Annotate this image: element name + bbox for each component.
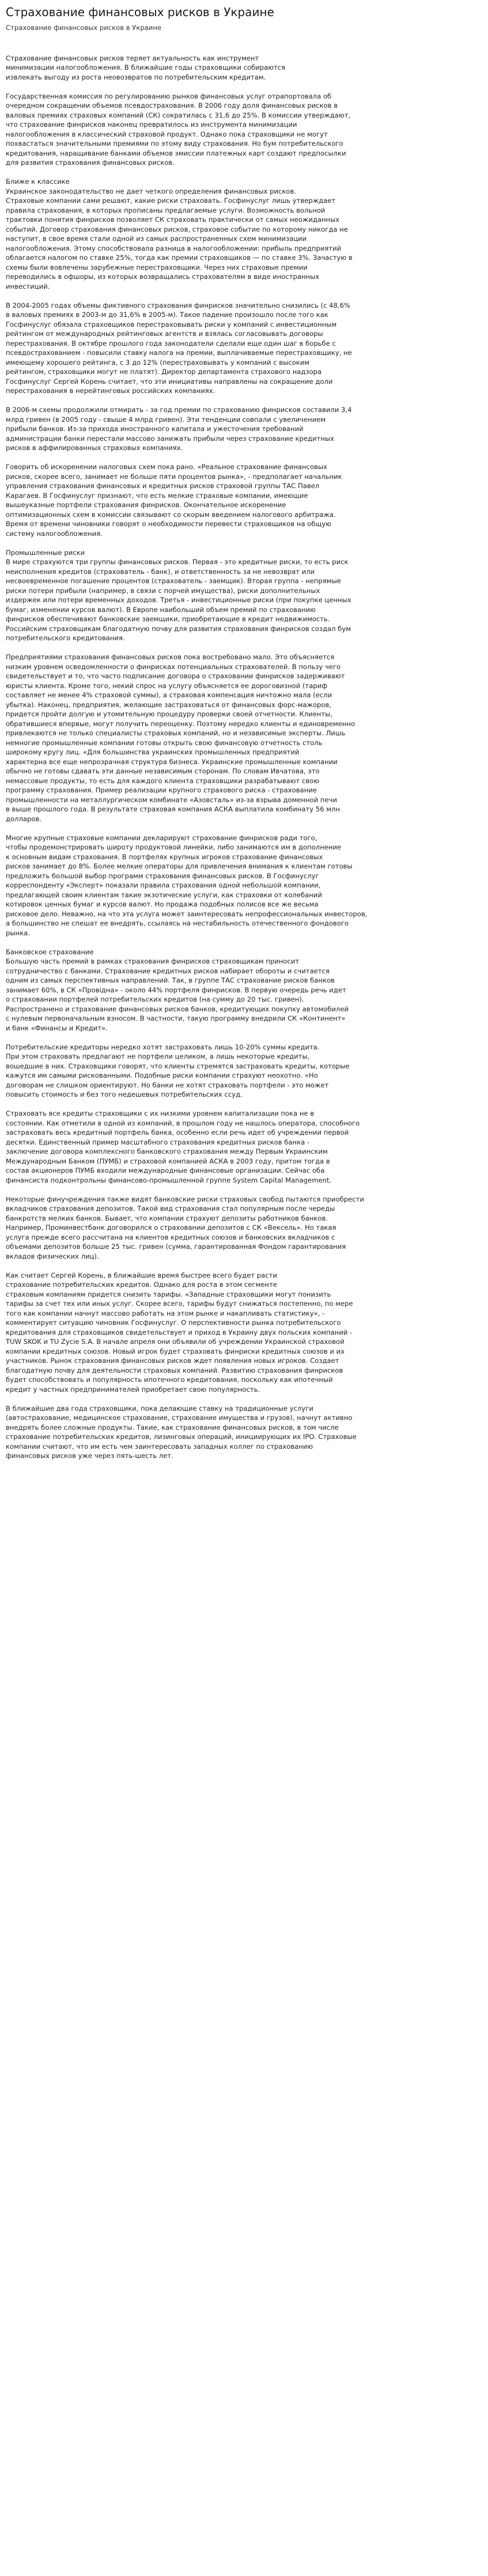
paragraph-line: финансовых рисков уже через пять-шесть лет. bbox=[6, 1452, 173, 1460]
paragraph-line: рынка. bbox=[6, 928, 30, 937]
paragraph-line: страхование потребительских кредитов, лизинговых операций, инициирующих их IPO. Страховые bbox=[6, 1433, 357, 1441]
article-body bbox=[6, 54, 482, 1461]
paragraph-line: извлекать выгоду из роста неовозвратов по потребительским кредитам. bbox=[6, 73, 266, 81]
paragraph bbox=[6, 92, 482, 168]
paragraph-line: переводились в офшоры, из которых возвращались страхователям в виде иностранных bbox=[6, 273, 320, 281]
section-heading: Банковское страхование bbox=[6, 947, 94, 956]
paragraph-line: несвоевременное погашение процентов (страхователь - заемщик). Вторая группа - непрямые bbox=[6, 577, 341, 585]
paragraph-line: Время от времени чиновники говорят о необходимости перевести страховщиков на общую bbox=[6, 520, 332, 528]
paragraph-line: обратившиеся впервые, могут получить переоценку. Поэтому нередко клиенты и единовременно bbox=[6, 719, 355, 728]
paragraph-line: одним из самых перспективных направлений. Так, в группе ТАС страхование рисков банков bbox=[6, 976, 335, 984]
paragraph-line: кредит у частных предпринимателей приобретает свою популярность. bbox=[6, 1385, 260, 1393]
paragraph-line: рейтингом от международных рейтинговых агентств и взялась согласовывать договоры bbox=[6, 330, 323, 338]
paragraph-line: юристы клиента. Кроме того, некий спрос на услугу объясняется ее дороговизной (тариф bbox=[6, 681, 328, 690]
paragraph-line: управления страхования финансовых и кредитных рисков страховой группы ТАС Павел bbox=[6, 482, 320, 490]
paragraph-line: Например, Проминвестбанк договорился о страховании депозитов с СК «Вексель». Но такая bbox=[6, 1223, 336, 1232]
paragraph-line: немногие промышленные компании готовы открыть свою финансовую отчетность столь bbox=[6, 738, 323, 747]
paragraph-line: Большую часть премий в рамках страхования финрисков страховщикам приносит bbox=[6, 957, 300, 965]
paragraph-line: Российским страховщикам благодатную почву для развития страхования финрисков создал бум bbox=[6, 624, 351, 633]
paragraph-line: широкому кругу лиц. «Для большинства украинских промышленных предприятий bbox=[6, 748, 300, 756]
section-heading: Промышленные риски bbox=[6, 548, 85, 557]
paragraph-line: Страховые компании сами решают, какие риски страховать. Госфинуслуг лишь утверждает bbox=[6, 197, 336, 205]
paragraph-line: рисков в аффилированных страховых компаниях. bbox=[6, 444, 183, 452]
paragraph-line: объемами депозитов больше 25 тыс. гривен (сумма, гарантированная Фондом гарантирования bbox=[6, 1242, 346, 1251]
paragraph-line: Международным Банком (ПУМБ) и страховой компанией АСКА в 2003 году, притом тогда в bbox=[6, 1157, 330, 1165]
paragraph bbox=[6, 1195, 482, 1261]
paragraph-line: облагается налогом по ставке 25%, тогда как премии страховщиков — по ставке 3%. Зачастую в bbox=[6, 254, 353, 262]
paragraph-line: TUW SKOK и TU Zycie S.A. В начале апреля они объявили об учреждении Украинской страховой bbox=[6, 1338, 345, 1346]
paragraph-line: перестрахования в нерейтинговых российских компаниях. bbox=[6, 387, 215, 395]
section-block bbox=[6, 947, 482, 1033]
paragraph-line: правила страхования, в которых прописаны предлагаемые услуги. Возможность вольной bbox=[6, 206, 326, 214]
paragraph bbox=[6, 54, 482, 82]
paragraph-line: потребительского кредитования. bbox=[6, 634, 125, 642]
paragraph-line: трактовки понятия финрисков позволяет СК страховать практически от самых неожиданных bbox=[6, 216, 340, 224]
paragraph-line: млрд гривен (в 2005 году - свыше 4 млрд гривен). Эти тенденции совпали с увеличением bbox=[6, 415, 326, 424]
paragraph-line: тарифы за счет тех или иных услуг. Скорее всего, тарифы будут снижаться постепенно, по мере bbox=[6, 1300, 353, 1308]
paragraph-line: сотрудничество с банками. Страхование кредитных рисков набирает обороты и считается bbox=[6, 966, 330, 975]
paragraph-line: Украинское законодательство не дает четкого определения финансовых рисков. bbox=[6, 187, 296, 195]
paragraph-line: программу страхования. Пример реализации крупного страхового риска - страхование bbox=[6, 786, 317, 794]
paragraph-line: вкладчиков страхования депозитов. Такой вид страхования стал популярным после череды bbox=[6, 1204, 335, 1213]
paragraph bbox=[6, 301, 482, 396]
paragraph bbox=[6, 652, 482, 824]
paragraph-line: издержек или потери временных доходов. Третья - инвестиционные риски (при покупке ценных bbox=[6, 596, 351, 604]
paragraph-line: (автострахование, медицинское страхование, страхование имущества и грузов), начнут активно bbox=[6, 1414, 353, 1422]
paragraph-line: Госфинуслуг Сергей Корень считает, что эти инициативы направлены на сокращение доли bbox=[6, 377, 333, 386]
paragraph bbox=[6, 1271, 482, 1395]
paragraph-line: свидетельствует и то, что часто подписание договора о страховании финрисков задерживают bbox=[6, 672, 345, 680]
paragraph-line: и банк «Финансы и Кредит». bbox=[6, 1023, 108, 1032]
paragraph-line: рисковое дело. Неважно, на что эта услуга может заинтересовать непрофессиональных инвесторов, bbox=[6, 909, 368, 918]
paragraph-line: рейтингом, страховщики могут не платят). Директор департамента страхового надзора bbox=[6, 368, 322, 376]
paragraph-line: Страховать все кредиты страховщики с их низкими уровнем капитализации пока не в bbox=[6, 1109, 315, 1117]
paragraph-line: рисков, скорее всего, занимает не больше пяти процентов рынка», - предполагает начальник bbox=[6, 472, 342, 481]
paragraph-line: в валовых премиях в 2003-м до 31,6% в 2005-м). Такое падение произошло после того как bbox=[6, 311, 328, 319]
paragraph-line: бумаг, изменении курсов валют). В Европе наибольший объем премий по страхованию bbox=[6, 605, 316, 614]
paragraph-line: налогообложения. Этому способствовала разница в налогообложении: прибыль предприятий bbox=[6, 244, 342, 252]
paragraph-line: прибыли банков. Из-за прихода иностранного капитала и ужесточения требований bbox=[6, 425, 304, 433]
paragraph-line: Потребительские кредиторы нередко хотят застраховать лишь 10-20% суммы кредита. bbox=[6, 1043, 320, 1051]
paragraph bbox=[6, 462, 482, 538]
paragraph-line: В мире страхуются три группы финансовых рисков. Первая - это кредитные риски, то есть риск bbox=[6, 558, 349, 566]
paragraph-line: Многие крупные страховые компании декларируют страхование финрисков ради того, bbox=[6, 833, 317, 842]
paragraph-line: с нулевым первоначальным взносом. В частности, такую программу внедрили СК «Континент» bbox=[6, 1014, 346, 1022]
paragraph-line: состав акционеров ПУМБ входили международные финансовые организации. Сейчас оба bbox=[6, 1166, 325, 1174]
paragraph-line: риски потери прибыли (например, в связи с порчей имущества), риски дополнительных bbox=[6, 586, 320, 595]
paragraph-line: того как компании начнут массово работать на этом рынке и накапливать статистику», - bbox=[6, 1309, 325, 1317]
paragraph-line: администрации банки перестали массово занижать прибыли через страхование кредитных bbox=[6, 434, 334, 443]
paragraph-line: кредитования для страховщиков свидетельствует и приход в Украину двух польских компаний - bbox=[6, 1328, 353, 1336]
paragraph-line: страхование потребительских кредитов. Однако для роста в этом сегменте bbox=[6, 1281, 277, 1289]
paragraph-line: состоянии. Как отметили в одной из компаний, в прошлом году не нашлось оператора, способного bbox=[6, 1119, 360, 1127]
paragraph-line: схемы были вовлечены зарубежные перестраховщики. Через них страховые премии bbox=[6, 263, 308, 271]
paragraph-line: Страхование финансовых рисков теряет актуальность как инструмент bbox=[6, 54, 259, 62]
paragraph-line: корреспонденту «Эксперт» показали правила страхования одной небольшой компании, bbox=[6, 881, 321, 889]
paragraph-line: рисков занимает до 8%. Более мелкие операторы для привлечения внимания к клиентам готовы bbox=[6, 862, 353, 870]
paragraph-line: низким уровнем осведомленности о финрисках потенциальных страхователей. В пользу чего bbox=[6, 662, 341, 671]
paragraph-line: страховым компаниям придется снизить тарифы. «Западные страховщики могут понизить bbox=[6, 1290, 331, 1298]
paragraph-line: Некоторые финучреждения также видят банковские риски страховых свобод пытаются приобрести bbox=[6, 1195, 364, 1203]
page-subtitle: Страхование финансовых рисков в Украине bbox=[6, 24, 162, 32]
paragraph-line: будет способствовать и популярность ипотечного кредитования, поскольку как ипотечный bbox=[6, 1376, 333, 1384]
paragraph-line: что страхование финрисков наконец превратилось из инструмента минимизации bbox=[6, 120, 297, 129]
paragraph-line: долларов. bbox=[6, 814, 42, 823]
paragraph-line: В ближайшие два года страховщики, пока делающие ставку на традиционные услуги bbox=[6, 1404, 313, 1412]
paragraph-line: событий. Договор страхования финансовых рисков, страховое событие по которому никогда не bbox=[6, 225, 348, 233]
paragraph-line: Карагаев. В Госфинуслуг признают, что есть мелкие страховые компании, имеющие bbox=[6, 491, 308, 500]
paragraph-line: валовых премиях страховых компаний (СК) сократилась с 31,6 до 25%. В комиссии утверждают, bbox=[6, 111, 351, 119]
paragraph-line: услуга прежде всего рассчитана на клиентов кредитных союзов и банковских вкладчиков с bbox=[6, 1233, 335, 1241]
paragraph-line: Госфинуслуг обязала страховщиков перестраховывать риски у компаний с инвестиционным bbox=[6, 320, 337, 328]
paragraph bbox=[6, 405, 482, 453]
paragraph-line: немассовые продукты, то есть для каждого клиента страховщики разрабатывают свою bbox=[6, 776, 320, 785]
paragraph-line: вошедшие в них. Страховщики говорят, что клиенты стремятся застраховать кредиты, которые bbox=[6, 1062, 350, 1070]
paragraph-line: оптимизационных схем в комиссии связывают со скорым введением налогового арбитража. bbox=[6, 510, 336, 519]
paragraph-line: неисполнения кредитов (страхователь - банк), и ответственность за не невозврат или bbox=[6, 567, 315, 576]
page-title: Страхование финансовых рисков в Украине bbox=[6, 5, 274, 19]
paragraph-line: инвестиций. bbox=[6, 282, 50, 290]
paragraph-line: вкладов физических лиц). bbox=[6, 1252, 99, 1260]
paragraph-line: Предприятиями страхования финансовых рисков пока востребовано мало. Это объясняется bbox=[6, 653, 335, 661]
paragraph-line: компании кредитных союзов. Новый игрок будет страховать финриски кредитных союзов и их bbox=[6, 1347, 345, 1355]
paragraph bbox=[6, 1043, 482, 1100]
paragraph-line: вышеуказные портфели страхования финрисков. Окончательное искоренение bbox=[6, 501, 286, 509]
paragraph-line: В 2004-2005 годах объемы фиктивного страхования финрисков значительно снизились (с 48,6% bbox=[6, 301, 350, 309]
paragraph-line: похвастаться значительными премиями по этому виду страхования. Но бум потребительского bbox=[6, 139, 343, 148]
paragraph bbox=[6, 1109, 482, 1185]
paragraph-line: банкротств мелких банков. Бывает, что компании страхуют депозиты работников банков. bbox=[6, 1214, 328, 1222]
paragraph-line: в выше прошлого года. В результате страховая компания АСКА выплатила комбинату 56 млн bbox=[6, 805, 341, 813]
paragraph-line: придется пройти долгую и утомительную процедуру проверки своей отчетности. Клиенты, bbox=[6, 710, 332, 718]
paragraph-line: заключение договора комплексного банковского страхования между Первым Украинским bbox=[6, 1147, 328, 1155]
paragraph bbox=[6, 1404, 482, 1461]
paragraph-line: Говорить об искоренении налоговых схем пока рано. «Реальное страхование финансовых bbox=[6, 463, 327, 471]
paragraph-line: очередном сокращении объемов псевдострахования. В 2006 году доля финансовых рисков в bbox=[6, 101, 338, 109]
paragraph-line: перестрахования. В октябре прошлого года законодатели сделали еще один шаг в борьбе с bbox=[6, 339, 336, 348]
paragraph-line: предлагающей своим клиентам такие экзотические услуги, как страховки от колебаний bbox=[6, 890, 322, 899]
paragraph-line: а большинство не спешат ее внедрять, ссылаясь на нестабильность отечественного фондового bbox=[6, 919, 349, 927]
paragraph-line: Как считает Сергей Корень, в ближайшие время быстрее всего будет расти bbox=[6, 1271, 277, 1279]
paragraph-line: псевдострахованием - повысили ставку налога на премии, выплачиваемые перестраховщику, не bbox=[6, 349, 352, 357]
paragraph-line: котировок ценных бумаг и курсов валют. Но продажа подобных полисов все же весьма bbox=[6, 900, 319, 908]
paragraph-line: застраховать весь кредитный портфель банка, особенно если речь идет об учреждении первой bbox=[6, 1128, 349, 1136]
paragraph-line: десятки. Единственный пример масштабного страхования кредитных рисков банка - bbox=[6, 1138, 310, 1146]
paragraph-line: финрисков обеспечивают банковские заемщики, приобретающие в кредит недвижимость. bbox=[6, 615, 330, 623]
paragraph-line: систему налогообложения. bbox=[6, 529, 103, 538]
paragraph-line: обычно не готовы сдавать эти данные независимым сторонам. По словам Ивчатова, это bbox=[6, 767, 320, 775]
paragraph-line: кредитования, наращивание банками объемов эмиссии платежных карт создают предпосылки bbox=[6, 149, 346, 157]
section-block bbox=[6, 548, 482, 643]
paragraph-line: имеющему хорошего рейтинга, с 3 до 12% (перестраховывать у компаний с высоким bbox=[6, 358, 310, 367]
paragraph-line: к основным видам страхования. В портфелях крупных игроков страхование финансовых bbox=[6, 852, 323, 861]
paragraph bbox=[6, 833, 482, 938]
paragraph-line: о страховании портфелей потребительских кредитов (на сумму до 20 тыс. гривен). bbox=[6, 995, 304, 1003]
paragraph-line: договорам не слишком ориентируют. Но банки не хотят страховать портфели - это может bbox=[6, 1081, 329, 1089]
paragraph-line: убытка). Наконец, предприятия, желающие застраховаться от финансовых форс-мажоров, bbox=[6, 700, 332, 709]
section-block bbox=[6, 177, 482, 291]
paragraph-line: составляет не менее 4% страховой суммы), а страховая компенсация ничтожно мала (если bbox=[6, 691, 332, 699]
paragraph-line: промышленности на металлургическом комбинате «Азовсталь» из-за взрыва доменной печи bbox=[6, 795, 338, 804]
paragraph-line: налогообложения в классический страховой продукт. Однако пока страховщики не могут bbox=[6, 130, 328, 138]
paragraph-line: Государственная комиссия по регулированию рынков финансовых услуг отрапортовала об bbox=[6, 92, 332, 100]
paragraph-line: благодатную почву для деятельности страховых компаний. Развитию страхования финрисков bbox=[6, 1366, 343, 1374]
paragraph-line: компании считают, что им есть чем заинтересовать западных коллег по страхованию bbox=[6, 1442, 313, 1451]
paragraph-line: Распространено и страхование финансовых рисков банков, кредитующих покупку автомобилей bbox=[6, 1004, 349, 1013]
section-heading: Ближе к классике bbox=[6, 177, 70, 186]
paragraph-line: комментирует ситуацию чиновник Госфинуслуг. О перспективности рынка потребительского bbox=[6, 1319, 341, 1327]
paragraph-line: кажутся им самыми рискованными. Подобные риски компании страхуют неохотно. «Но bbox=[6, 1071, 318, 1079]
paragraph-line: участников. Рынок страхования финансовых рисков ждет появления новых игроков. Создает bbox=[6, 1357, 339, 1365]
paragraph-line: При этом страховать предлагают не портфели целиком, а лишь некоторые кредиты, bbox=[6, 1052, 310, 1060]
paragraph-line: предложить большой выбор программ страхования финансовых рисков. В Госфинуслуг bbox=[6, 871, 319, 880]
paragraph-line: финансиста подконтрольны финансово-промышленной группе System Capital Management. bbox=[6, 1176, 332, 1184]
paragraph-line: чтобы продемонстрировать широту продуктовой линейки, либо занимаются им в дополнение bbox=[6, 843, 342, 851]
paragraph-line: В 2006-м схемы продолжили отмирать - за год премии по страхованию финрисков составили 3,4 bbox=[6, 406, 352, 414]
paragraph-line: занимает 60%, в СК «Провідна» - около 44% портфеля финрисков. В первую очередь речь идет bbox=[6, 985, 346, 994]
paragraph-line: для развития страхования финансовых рисков. bbox=[6, 158, 175, 167]
paragraph-line: повысить стоимость и без того недешевых потребительских ссуд. bbox=[6, 1090, 243, 1098]
paragraph-line: привлекаются не только специалисты страховых компаний, но и независимые эксперты. Лишь bbox=[6, 729, 346, 737]
paragraph-line: наступит, в свое время стали одной из самых распространенных схем минимизации bbox=[6, 235, 307, 243]
paragraph-line: характерна все еще непрозрачная структура бизнеса. Украинские промышленные компании bbox=[6, 757, 338, 766]
paragraph-line: минимизации налогообложения. В ближайшие годы страховщики собираются bbox=[6, 63, 286, 71]
paragraph-line: внедрять более сложные продукты. Такие, как страхование финансовых рисков, в том числе bbox=[6, 1423, 339, 1431]
